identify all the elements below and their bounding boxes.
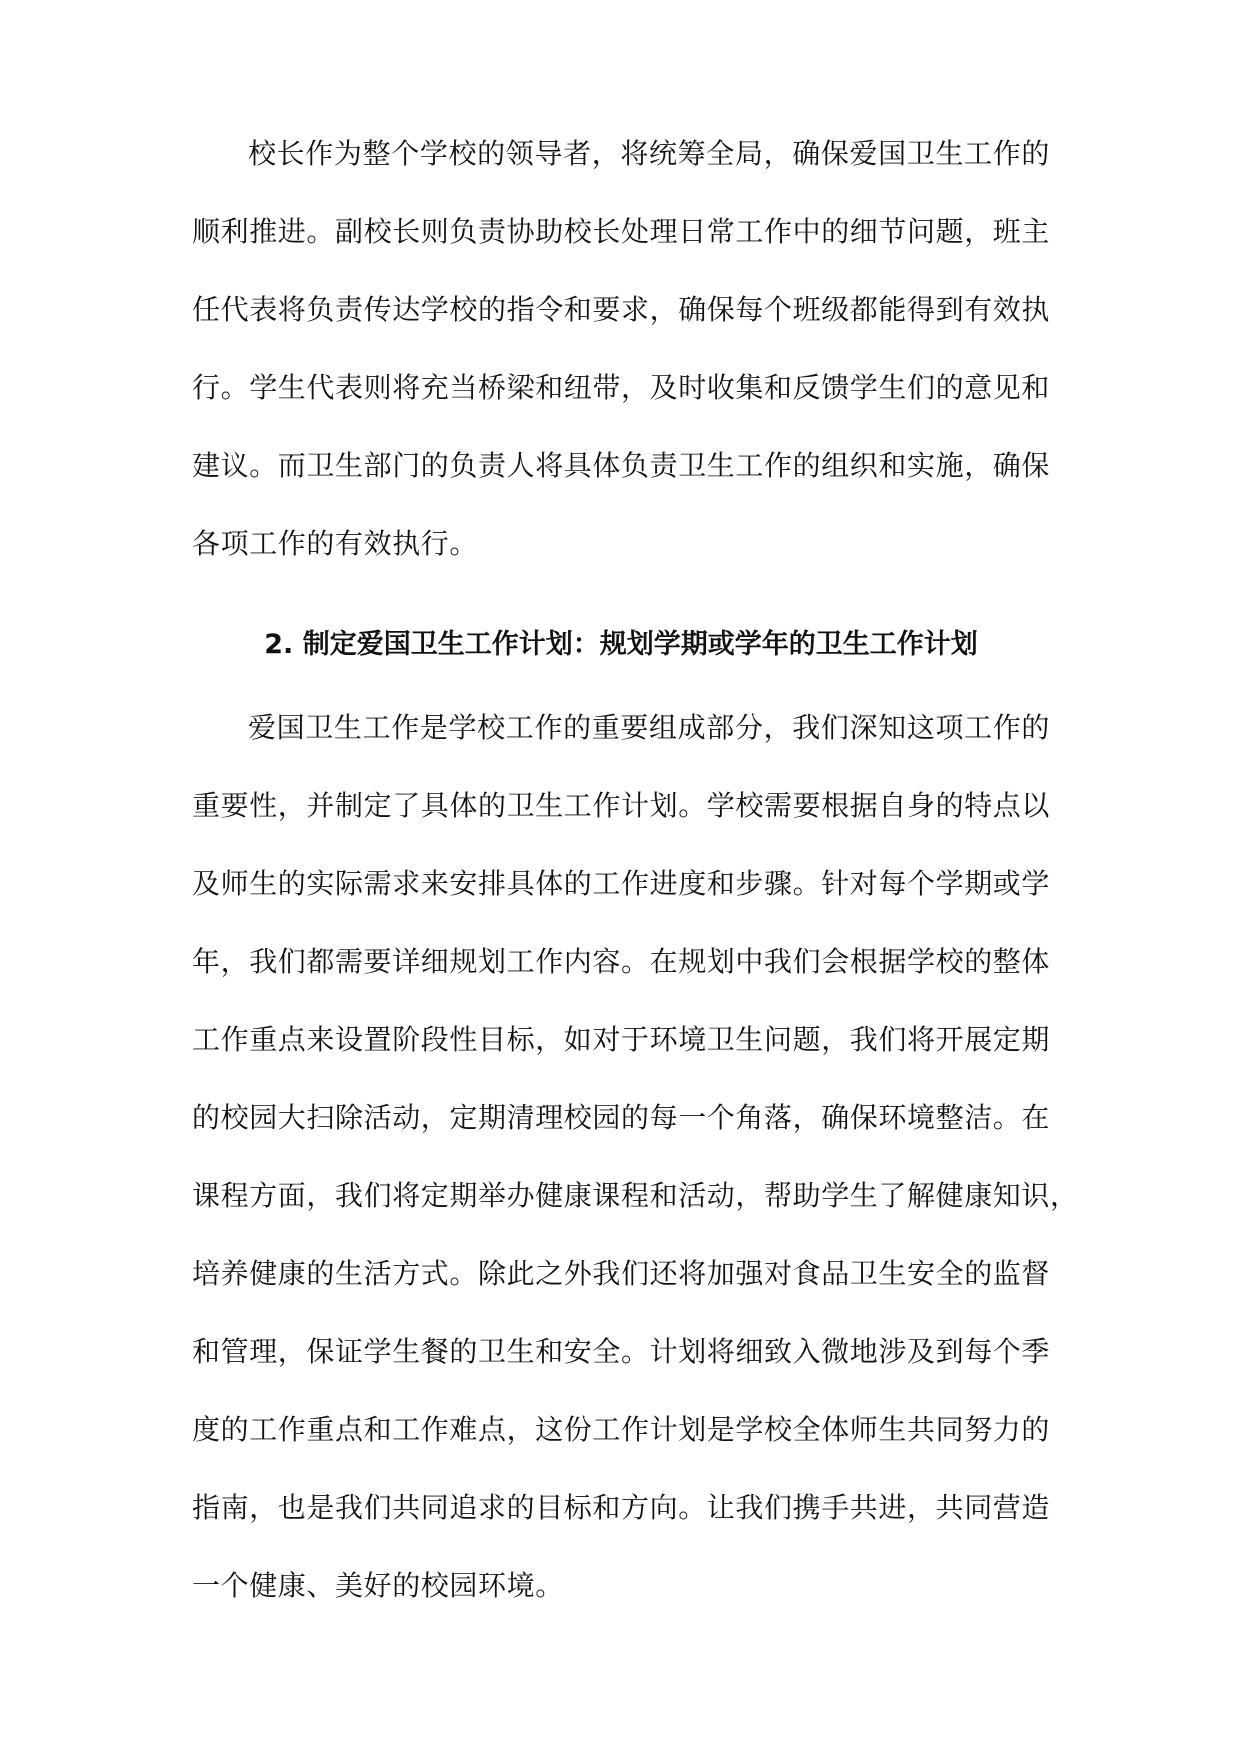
paragraph-1-line: 行。学生代表则将充当桥梁和纽带，及时收集和反馈学生们的意见和 bbox=[192, 371, 1051, 404]
paragraph-2-line: 工作重点来设置阶段性目标，如对于环境卫生问题，我们将开展定期 bbox=[192, 1023, 1051, 1056]
paragraph-2-line: 课程方面，我们将定期举办健康课程和活动，帮助学生了解健康知识， bbox=[192, 1179, 1079, 1212]
paragraph-1-line: 建议。而卫生部门的负责人将具体负责卫生工作的组织和实施，确保 bbox=[192, 449, 1051, 482]
paragraph-2-line: 重要性，并制定了具体的卫生工作计划。学校需要根据自身的特点以 bbox=[192, 789, 1051, 822]
paragraph-2-line: 指南，也是我们共同追求的目标和方向。让我们携手共进，共同营造 bbox=[192, 1491, 1051, 1524]
paragraph-2-line: 爱国卫生工作是学校工作的重要组成部分，我们深知这项工作的 bbox=[248, 711, 1050, 744]
paragraph-2-line: 培养健康的生活方式。除此之外我们还将加强对食品卫生安全的监督 bbox=[192, 1257, 1051, 1290]
paragraph-2-line: 年，我们都需要详细规划工作内容。在规划中我们会根据学校的整体 bbox=[192, 945, 1051, 978]
paragraph-1-line: 各项工作的有效执行。 bbox=[192, 527, 479, 560]
section-heading: 2. 制定爱国卫生工作计划：规划学期或学年的卫生工作计划 bbox=[264, 629, 978, 660]
paragraph-1-line: 顺利推进。副校长则负责协助校长处理日常工作中的细节问题，班主 bbox=[192, 215, 1051, 248]
paragraph-1-line: 校长作为整个学校的领导者，将统筹全局，确保爱国卫生工作的 bbox=[248, 137, 1050, 170]
paragraph-2-line: 的校园大扫除活动，定期清理校园的每一个角落，确保环境整洁。在 bbox=[192, 1101, 1051, 1134]
paragraph-2-line: 度的工作重点和工作难点，这份工作计划是学校全体师生共同努力的 bbox=[192, 1413, 1051, 1446]
paragraph-1-line: 任代表将负责传达学校的指令和要求，确保每个班级都能得到有效执 bbox=[192, 293, 1051, 326]
paragraph-2-line: 一个健康、美好的校园环境。 bbox=[192, 1569, 564, 1602]
paragraph-2-line: 和管理，保证学生餐的卫生和安全。计划将细致入微地涉及到每个季 bbox=[192, 1335, 1051, 1368]
paragraph-2-line: 及师生的实际需求来安排具体的工作进度和步骤。针对每个学期或学 bbox=[192, 867, 1051, 900]
